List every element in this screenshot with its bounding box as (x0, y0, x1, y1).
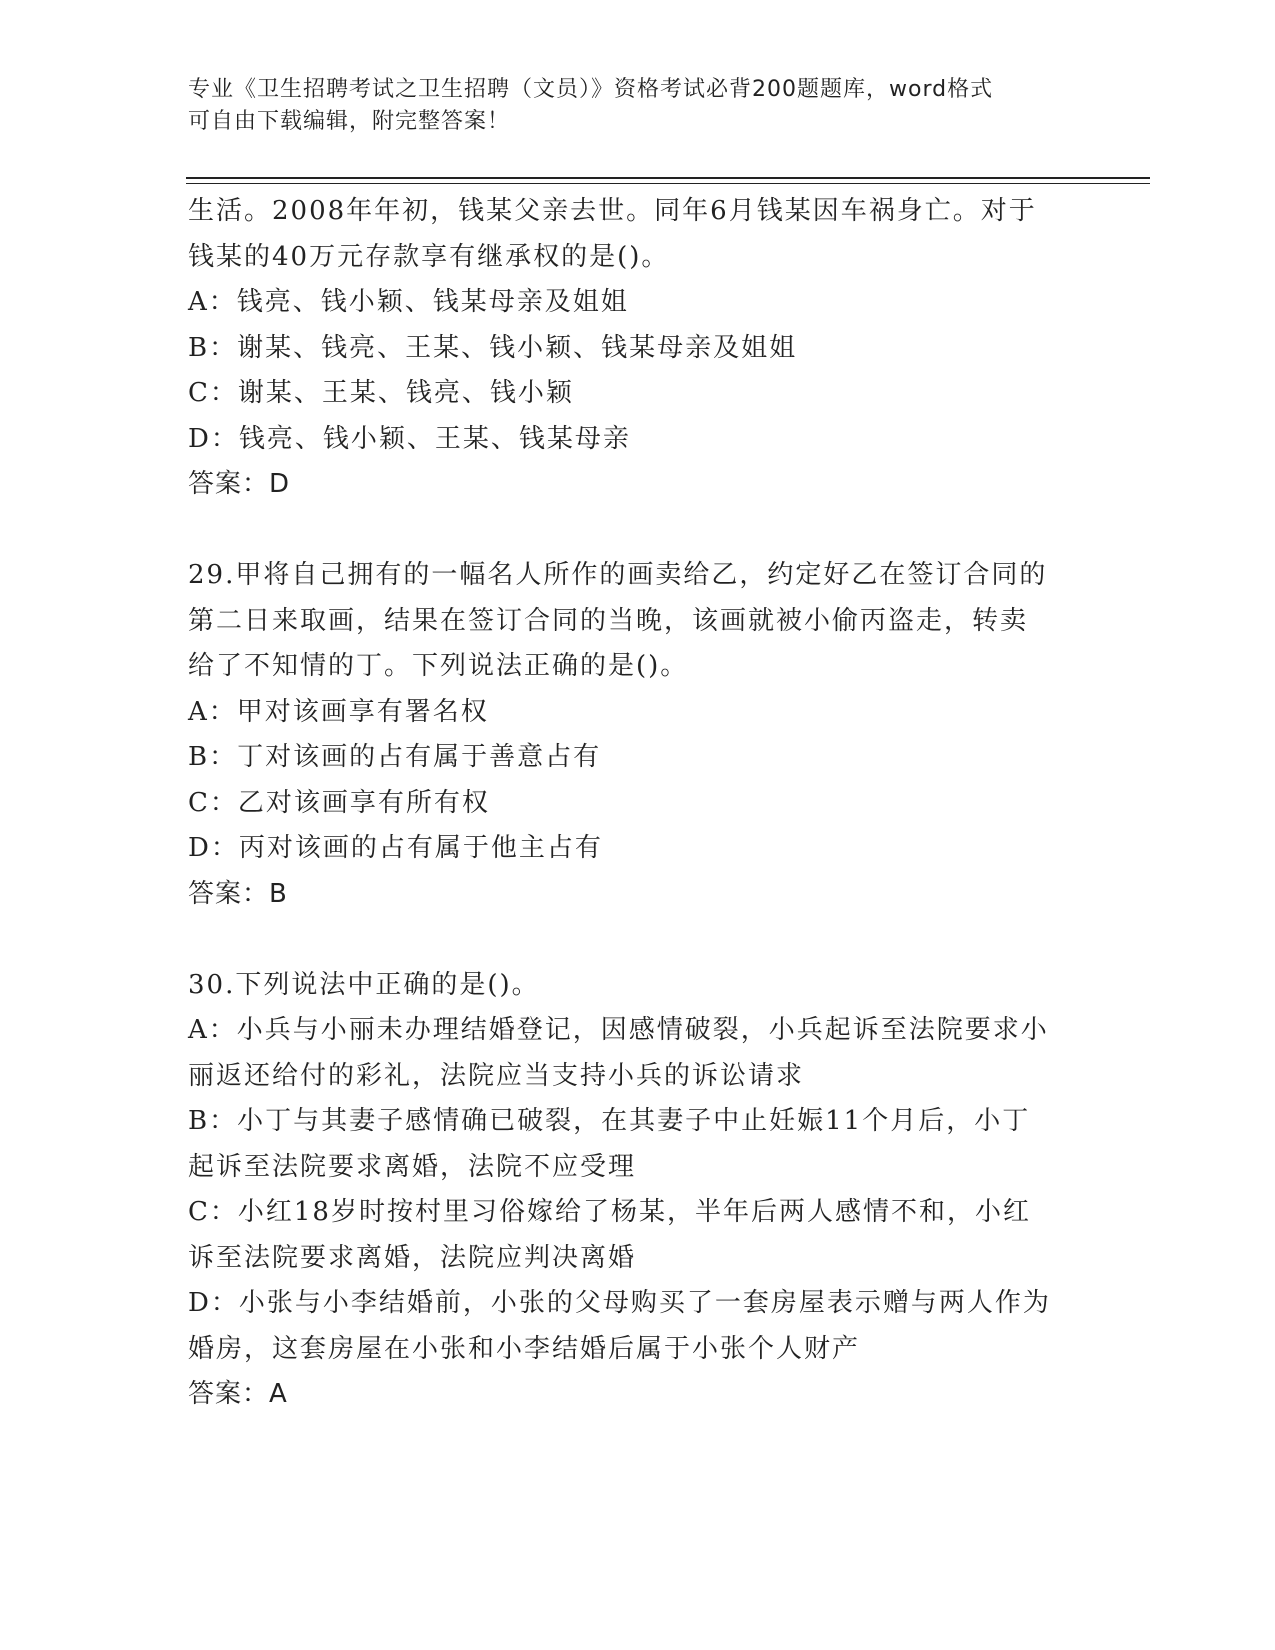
question-text-line: 钱某的40万元存款享有继承权的是()。 (188, 241, 670, 272)
option-d-continued: 婚房，这套房屋在小张和小李结婚后属于小张个人财产 (188, 1333, 861, 1364)
document-header (188, 74, 1068, 138)
option-b: B：丁对该画的占有属于善意占有 (188, 742, 602, 772)
answer-label: 答案：A (188, 1379, 288, 1409)
spacer (188, 508, 1088, 554)
option-a: A：小兵与小丽未办理结婚登记，因感情破裂，小兵起诉至法院要求小 (188, 1015, 1049, 1045)
option-d: D：钱亮、钱小颖、王某、钱某母亲 (188, 423, 631, 454)
option-d: D：小张与小李结婚前，小张的父母购买了一套房屋表示赠与两人作为 (188, 1288, 1051, 1318)
header-divider-thin (186, 183, 1150, 184)
spacer (188, 917, 1088, 963)
option-c: C：小红18岁时按村里习俗嫁给了杨某，半年后两人感情不和，小红 (188, 1197, 1031, 1227)
header-line-2: 可自由下载编辑，附完整答案！ (188, 109, 511, 134)
question-text-line: 30.下列说法中正确的是()。 (188, 969, 540, 1000)
question-30 (188, 963, 1088, 1418)
option-b: B：小丁与其妻子感情确已破裂，在其妻子中止妊娠11个月后，小丁 (188, 1106, 1031, 1136)
question-text-line: 生活。2008年年初，钱某父亲去世。同年6月钱某因车祸身亡。对于 (188, 196, 1037, 226)
option-b-continued: 起诉至法院要求离婚，法院不应受理 (188, 1151, 637, 1182)
option-c: C：乙对该画享有所有权 (188, 787, 490, 818)
option-a: A：甲对该画享有署名权 (188, 696, 489, 727)
answer-label: 答案：D (188, 469, 291, 499)
question-29 (188, 553, 1088, 917)
question-28 (188, 189, 1088, 508)
question-text-line: 第二日来取画，结果在签订合同的当晚，该画就被小偷丙盗走，转卖 (188, 605, 1029, 636)
question-content (188, 189, 1088, 1418)
option-b: B：谢某、钱亮、王某、钱小颖、钱某母亲及姐姐 (188, 332, 798, 363)
option-c-continued: 诉至法院要求离婚，法院应判决离婚 (188, 1242, 637, 1273)
option-a: A：钱亮、钱小颖、钱某母亲及姐姐 (188, 287, 629, 317)
option-d: D：丙对该画的占有属于他主占有 (188, 833, 603, 863)
header-divider-thick (186, 177, 1150, 179)
option-c: C：谢某、王某、钱亮、钱小颖 (188, 378, 574, 408)
option-a-continued: 丽返还给付的彩礼，法院应当支持小兵的诉讼请求 (188, 1060, 805, 1091)
question-text-line: 给了不知情的丁。下列说法正确的是()。 (188, 651, 689, 681)
header-line-1: 专业《卫生招聘考试之卫生招聘（文员）》资格考试必背200题题库，word格式 (188, 77, 994, 102)
question-text-line: 29.甲将自己拥有的一幅名人所作的画卖给乙，约定好乙在签订合同的 (188, 560, 1048, 590)
answer-label: 答案：B (188, 878, 288, 909)
